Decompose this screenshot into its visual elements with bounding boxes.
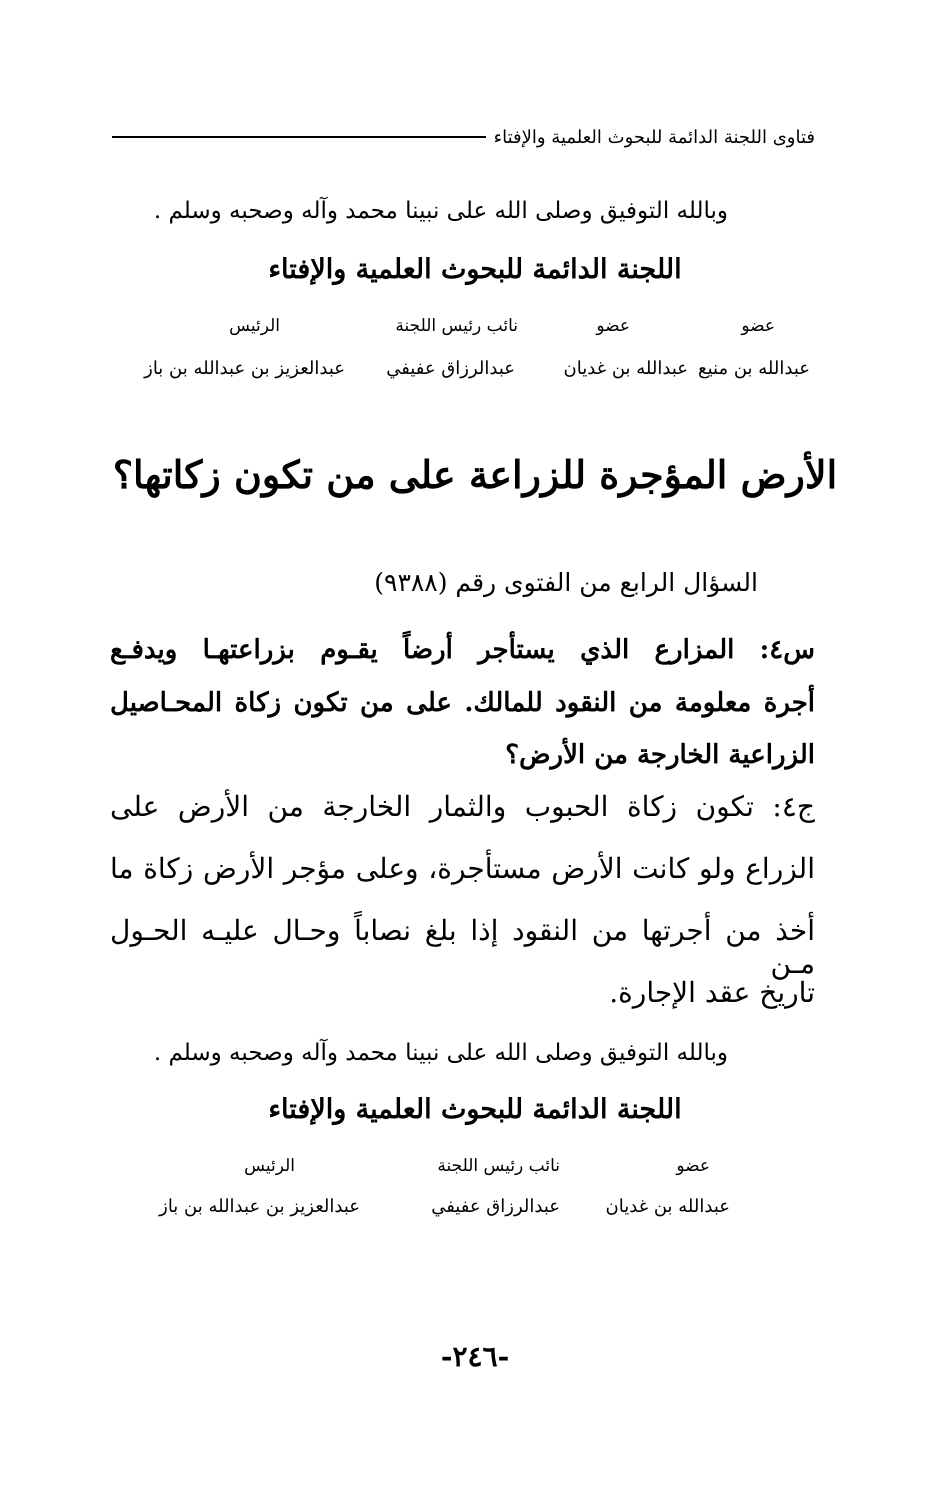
role-member: عضو — [676, 1156, 710, 1176]
signatory-name-2: عبدالله بن غديان — [563, 358, 688, 379]
answer-line-2: الزراع ولو كانت الأرض مستأجرة، وعلى مؤجر الأرض زكاة ما — [110, 852, 815, 885]
question-line-1: س٤: المزارع الذي يستأجر أرضاً يقـوم بزراعتهـا ويدفـع — [110, 635, 815, 665]
running-title: فتاوى اللجنة الدائمة للبحوث العلمية والإفتاء — [493, 126, 815, 148]
question-line-2: أجرة معلومة من النقود للمالك. على من تكون زكاة المحـاصيل — [110, 688, 815, 718]
answer-line-3: أخذ من أجرتها من النقود إذا بلغ نصاباً وحـال عليـه الحـول مـن — [110, 914, 816, 980]
answer-line-1: ج٤: تكون زكاة الحبوب والثمار الخارجة من الأرض على — [110, 790, 815, 823]
bottom-signatory-2: عبدالرزاق عفيفي — [431, 1196, 560, 1217]
role-member-1: عضو — [741, 316, 775, 336]
question-line-3: الزراعية الخارجة من الأرض؟ — [505, 740, 815, 770]
committee-name-bottom: اللجنة الدائمة للبحوث العلمية والإفتاء — [268, 1094, 682, 1125]
question-reference: السؤال الرابع من الفتوى رقم (٩٣٨٨) — [374, 568, 758, 597]
signatory-name-4: عبدالعزيز بن عبدالله بن باز — [144, 358, 345, 379]
closing-line-bottom: وبالله التوفيق وصلى الله على نبينا محمد وآله وصحبه وسلم . — [153, 1040, 728, 1066]
signatory-name-3: عبدالرزاق عفيفي — [386, 358, 515, 379]
role-member-2: عضو — [596, 316, 630, 336]
fatwa-title: الأرض المؤجرة للزراعة على من تكون زكاتها؟ — [112, 452, 838, 497]
role-chair: الرئيس — [229, 316, 280, 336]
committee-name-top: اللجنة الدائمة للبحوث العلمية والإفتاء — [268, 254, 682, 285]
role-chair-bottom: الرئيس — [244, 1156, 295, 1176]
closing-line-top: وبالله التوفيق وصلى الله على نبينا محمد وآله وصحبه وسلم . — [153, 198, 728, 224]
running-header — [112, 122, 815, 152]
bottom-signatory-3: عبدالعزيز بن عبدالله بن باز — [159, 1196, 360, 1217]
bottom-signatory-1: عبدالله بن غديان — [605, 1196, 730, 1217]
role-vice-chair: نائب رئيس اللجنة — [395, 316, 518, 336]
page-number: -٢٤٦- — [440, 1340, 510, 1373]
signatory-name-1: عبدالله بن منيع — [698, 358, 810, 379]
answer-line-4: تاريخ عقد الإجارة. — [609, 976, 815, 1009]
header-rule — [112, 136, 486, 138]
role-vice-chair-bottom: نائب رئيس اللجنة — [437, 1156, 560, 1176]
